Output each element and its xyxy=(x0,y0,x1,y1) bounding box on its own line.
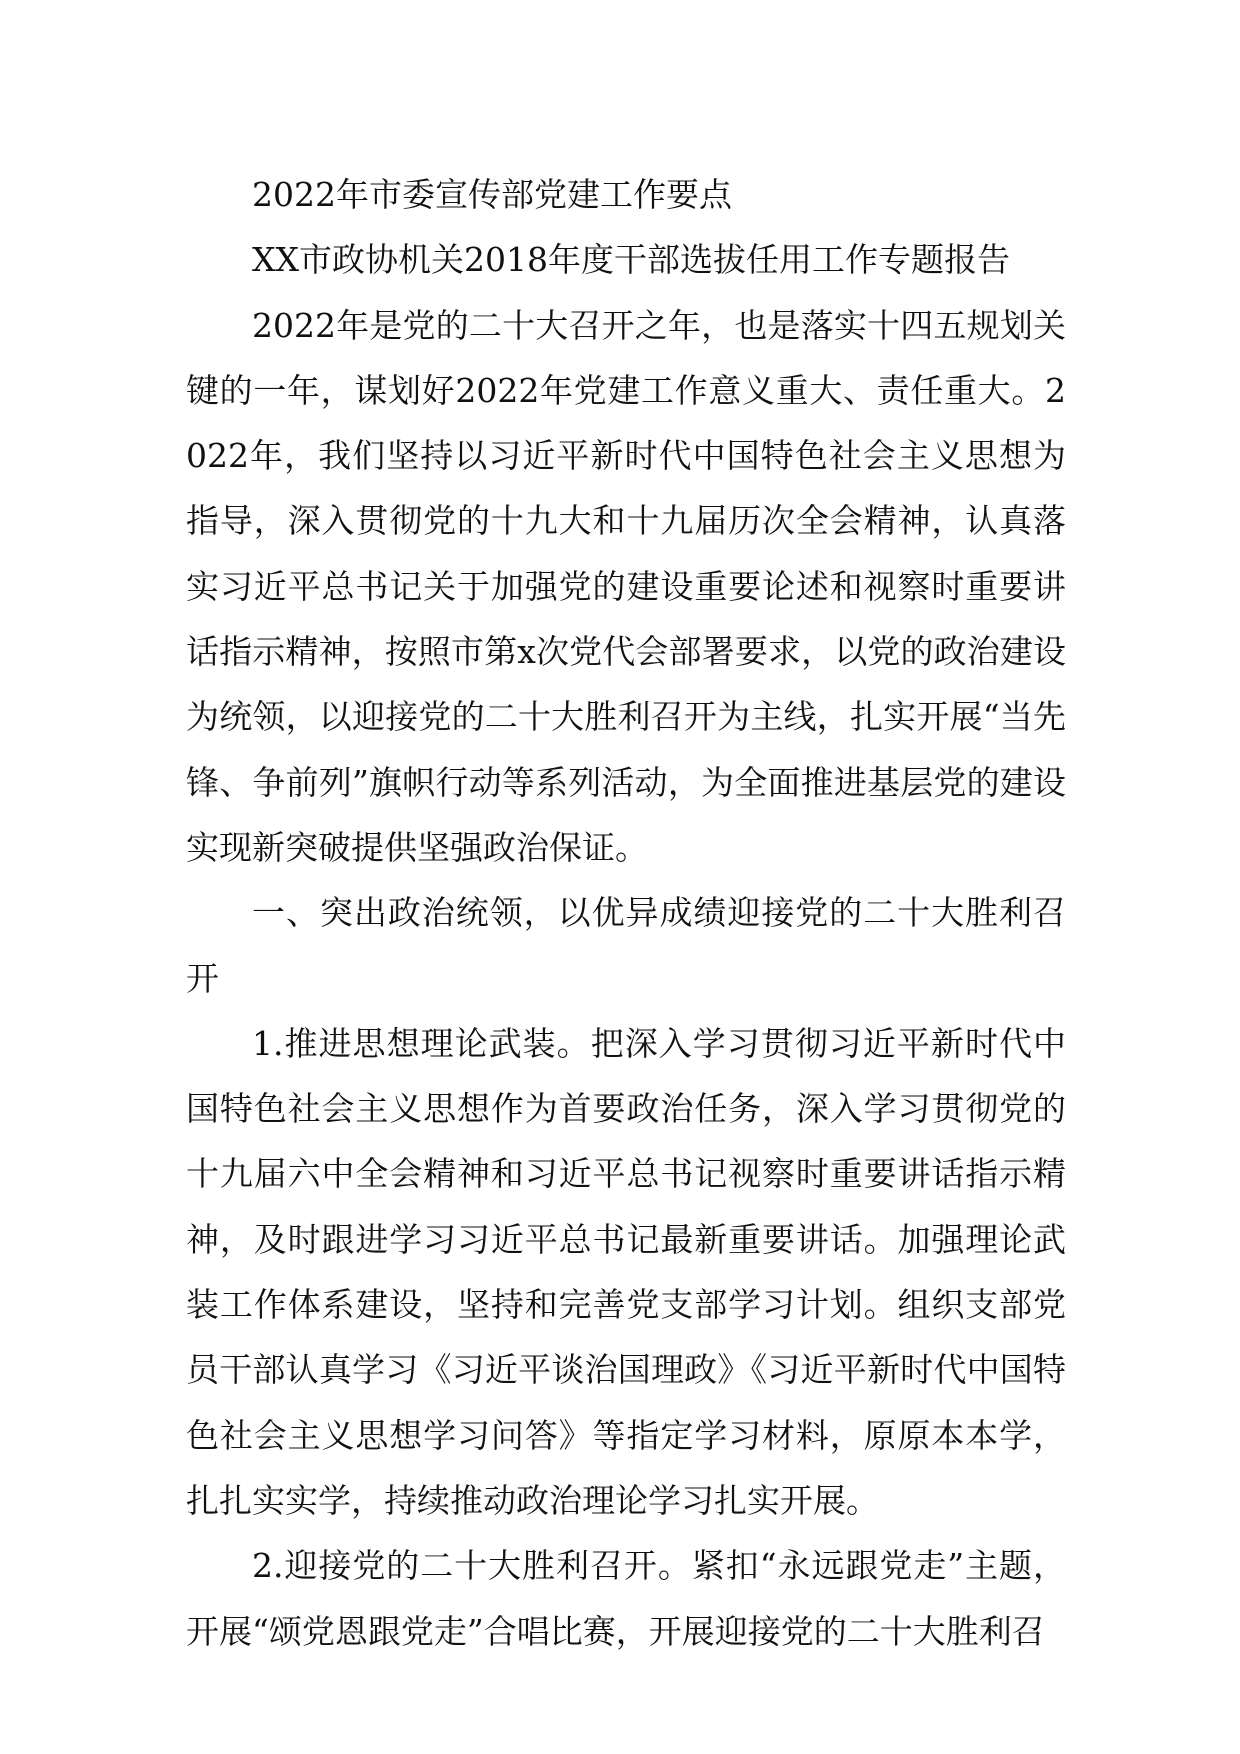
document-title: 2022年市委宣传部党建工作要点 xyxy=(252,175,732,214)
document-body xyxy=(186,162,1066,1664)
section-heading: 一、突出政治统领，以优异成绩迎接党的二十大胜利召开 xyxy=(186,893,1066,998)
item-paragraph: 2.迎接党的二十大胜利召开。紧扣“永远跟党走”主题，开展“颂党恩跟党走”合唱比赛，开展迎接党的二十大胜利召 xyxy=(186,1546,1066,1651)
document-subtitle: XX市政协机关2018年度干部选拔任用工作专题报告 xyxy=(252,240,1010,280)
item-paragraph: 1.推进思想理论武装。把深入学习贯彻习近平新时代中国特色社会主义思想作为首要政治任务，深入学习贯彻党的十九届六中全会精神和习近平总书记视察时重要讲话指示精神，及时跟进学习习近平总书记最新重要讲话。加强理论武装工作体系建设，坚持和完善党支部学习计划。组织支部党员干部认真学习《习近平谈治国理政》《习近平新时代中国特色社会主义思想学习问答》等指定学习材料，原原本本学，扎扎实实学，持续推动政治理论学习扎实开展。 xyxy=(186,1023,1066,1520)
intro-paragraph: 2022年是党的二十大召开之年，也是落实十四五规划关键的一年，谋划好2022年党建工作意义重大、责任重大。2022年，我们坚持以习近平新时代中国特色社会主义思想为指导，深入贯彻党的十九大和十九届历次全会精神，认真落实习近平总书记关于加强党的建设重要论述和视察时重要讲话指示精神，按照市第x次党代会部署要求，以党的政治建设为统领，以迎接党的二十大胜利召开为主线，扎实开展“当先锋、争前列”旗帜行动等系列活动，为全面推进基层党的建设实现新突破提供坚强政治保证。 xyxy=(186,305,1066,867)
